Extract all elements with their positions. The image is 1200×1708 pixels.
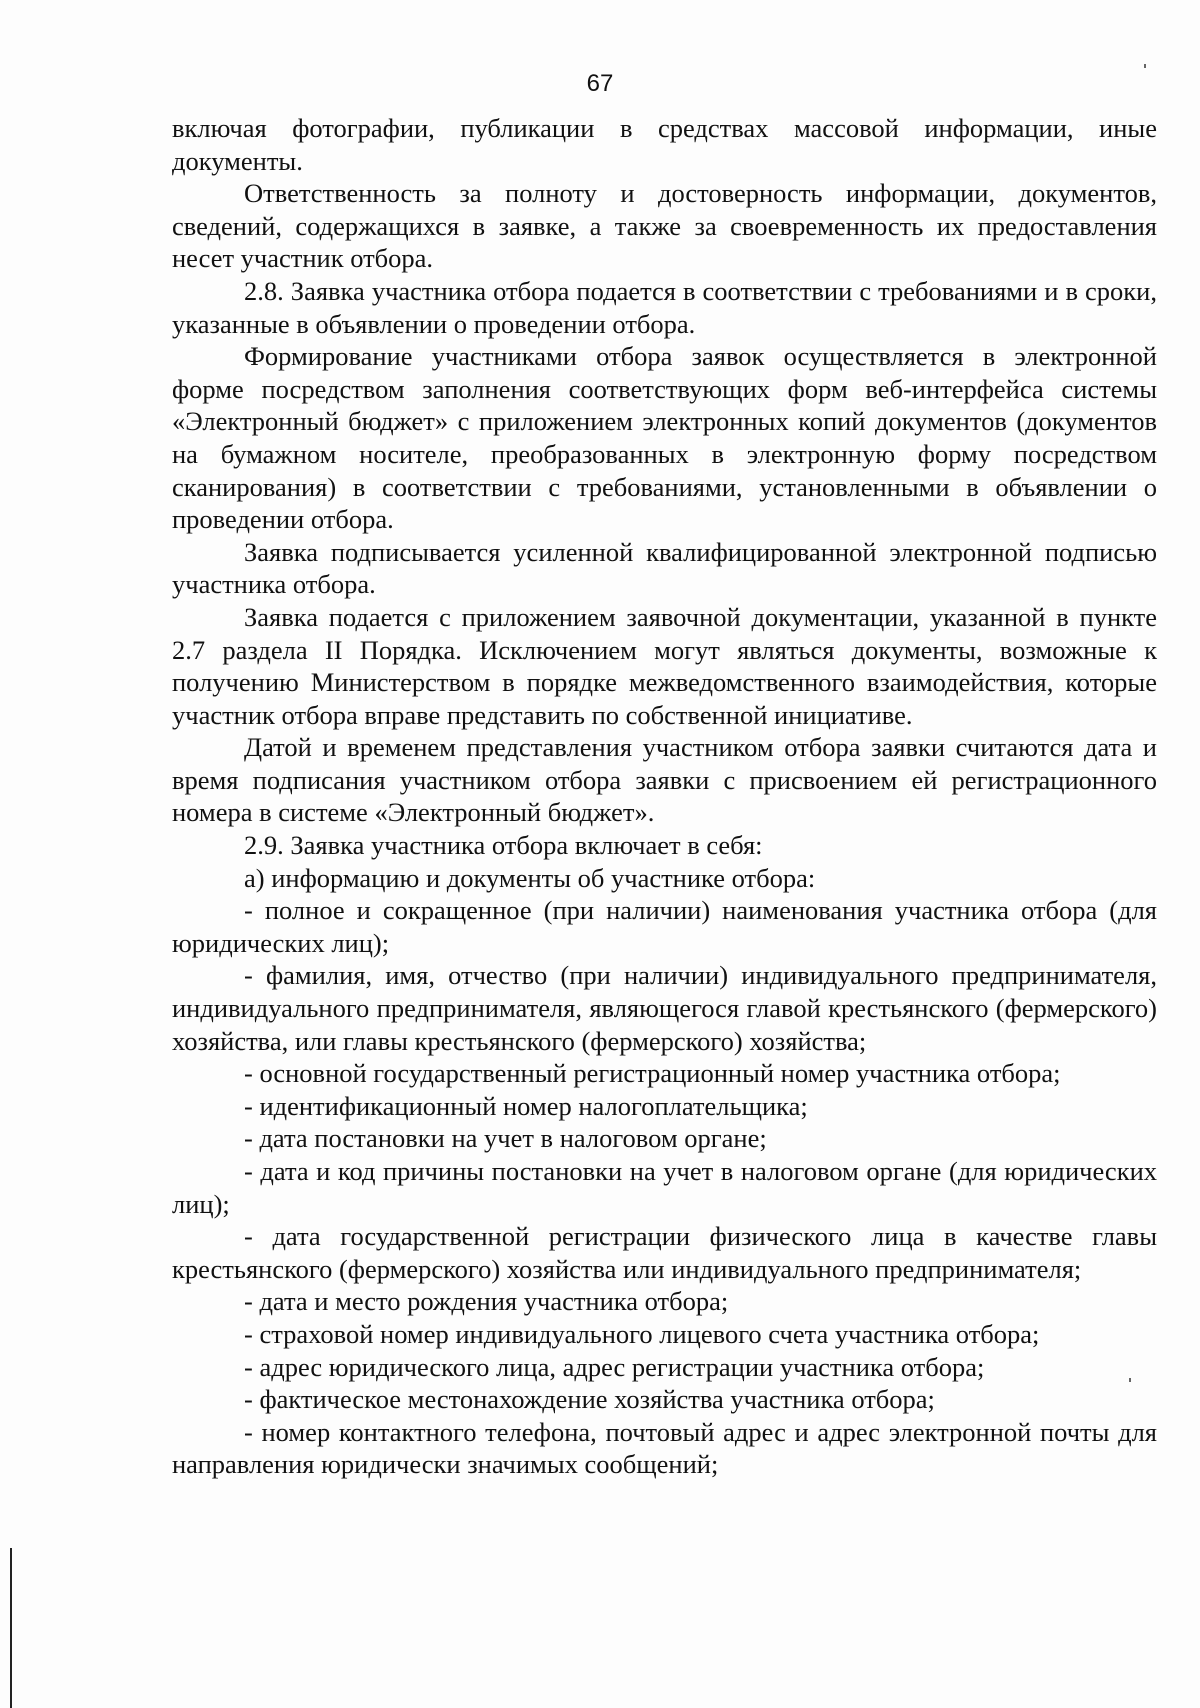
paragraph-2-8: 2.8. Заявка участника отбора подается в соответствии с требованиями и в сроки, указанные в объявлении о проведении отбора. bbox=[172, 275, 1157, 339]
paragraph-signature: Заявка подписывается усиленной квалифицированной электронной подписью участника отбора. bbox=[172, 536, 1157, 600]
list-item: - фактическое местонахождение хозяйства участника отбора; bbox=[244, 1384, 935, 1415]
document-body bbox=[172, 112, 1157, 1481]
page-number: 67 bbox=[586, 70, 614, 97]
list-item: - адрес юридического лица, адрес регистрации участника отбора; bbox=[244, 1351, 985, 1382]
list-item: - дата постановки на учет в налоговом органе; bbox=[244, 1123, 767, 1154]
paragraph-application-forming: Формирование участниками отбора заявок осуществляется в электронной форме посредством заполнения соответствующих форм веб-интерфейса системы «Электронный бюджет» с приложением электронных копий документов (документов на бумажном носителе, преобразованных в электронную форму посредством сканирования) в соответствии с требованиями, установленными в объявлении о проведении отбора. bbox=[172, 341, 1157, 535]
paragraph-responsibility: Ответственность за полноту и достоверность информации, документов, сведений, содержащихся в заявке, а также за своевременность их предоставления несет участник отбора. bbox=[172, 178, 1157, 274]
scan-edge-line bbox=[10, 1548, 12, 1708]
paragraph-2-9: 2.9. Заявка участника отбора включает в себя: bbox=[244, 830, 763, 861]
list-item: - дата государственной регистрации физического лица в качестве главы крестьянского (фермерского) хозяйства или индивидуального предпринимателя; bbox=[172, 1221, 1157, 1284]
list-item: - идентификационный номер налогоплательщика; bbox=[244, 1090, 808, 1121]
list-item: - номер контактного телефона, почтовый адрес и адрес электронной почты для направления юридически значимых сообщений; bbox=[172, 1416, 1157, 1480]
list-item: - основной государственный регистрационный номер участника отбора; bbox=[244, 1058, 1061, 1089]
paragraph-item-a: а) информацию и документы об участнике отбора: bbox=[244, 862, 816, 893]
list-item: - полное и сокращенное (при наличии) наименования участника отбора (для юридических лиц); bbox=[172, 895, 1157, 958]
paragraph-documentation: Заявка подается с приложением заявочной документации, указанной в пункте 2.7 раздела II Порядка. Исключением могут являться документы, возможные к получению Министерством в порядке межведомственного взаимодействия, которые участник отбора вправе представить по собственной инициативе. bbox=[172, 601, 1157, 730]
list-item: - страховой номер индивидуального лицевого счета участника отбора; bbox=[244, 1318, 1040, 1349]
paragraph-continuation: включая фотографии, публикации в средствах массовой информации, иные документы. bbox=[172, 113, 1157, 176]
list-item: - фамилия, имя, отчество (при наличии) индивидуального предпринимателя, индивидуального предпринимателя, являющегося главой крестьянского (фермерского) хозяйства, или главы крестьянского (фермерского) хозяйства; bbox=[172, 960, 1157, 1056]
list-item: - дата и код причины постановки на учет в налоговом органе (для юридических лиц); bbox=[172, 1156, 1157, 1219]
list-item: - дата и место рождения участника отбора; bbox=[244, 1286, 729, 1317]
paragraph-submission-date: Датой и временем представления участником отбора заявки считаются дата и время подписания участником отбора заявки с присвоением ей регистрационного номера в системе «Электронный бюджет». bbox=[172, 732, 1157, 828]
scan-speck bbox=[1144, 64, 1146, 68]
